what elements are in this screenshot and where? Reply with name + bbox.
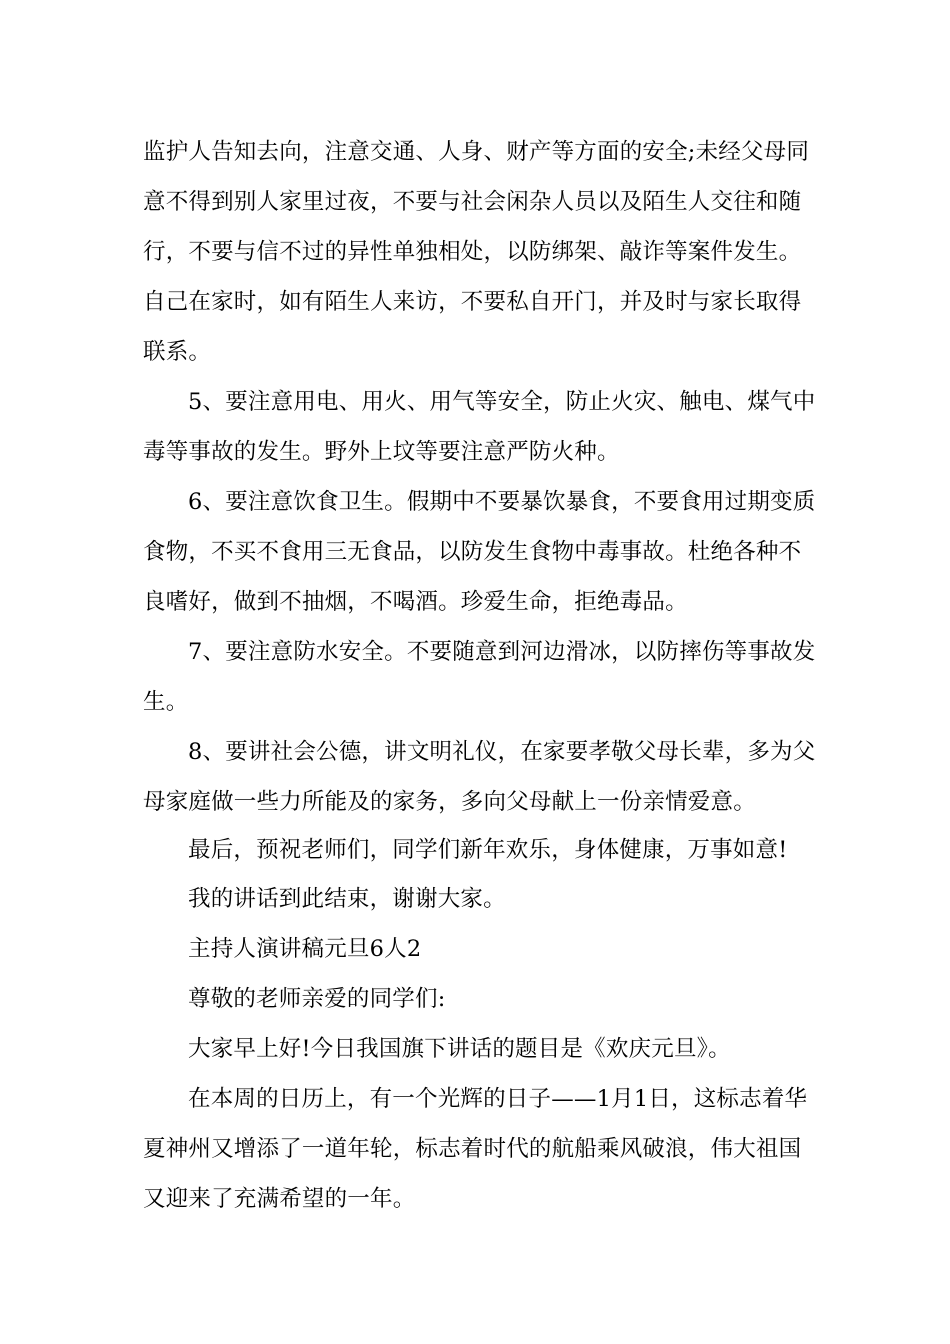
text-line: 良嗜好，做到不抽烟，不喝酒。珍爱生命，拒绝毒品。 <box>143 589 688 615</box>
text-line: 意不得到别人家里过夜，不要与社会闲杂人员以及陌生人交往和随 <box>143 189 802 215</box>
text-line: 母家庭做一些力所能及的家务，多向父母献上一份亲情爱意。 <box>143 789 756 815</box>
text-line: 自己在家时，如有陌生人来访，不要私自开门，并及时与家长取得 <box>143 289 802 315</box>
text-line: 食物，不买不食用三无食品，以防发生食物中毒事故。杜绝各种不 <box>143 539 802 565</box>
section-title: 主持人演讲稿元旦6人2 <box>188 936 422 962</box>
greeting: 大家早上好!今日我国旗下讲话的题目是《欢庆元旦》。 <box>188 1036 731 1062</box>
paragraph-start: 在本周的日历上，有一个光辉的日子——1月1日，这标志着华 <box>188 1086 808 1112</box>
text-line: 行，不要与信不过的异性单独相处，以防绑架、敲诈等案件发生。 <box>143 239 802 265</box>
text-line: 又迎来了充满希望的一年。 <box>143 1186 416 1212</box>
text-line: 毒等事故的发生。野外上坟等要注意严防火种。 <box>143 439 620 465</box>
closing-wishes: 最后，预祝老师们，同学们新年欢乐，身体健康，万事如意! <box>188 837 788 863</box>
text-line: 监护人告知去向，注意交通、人身、财产等方面的安全;未经父母同 <box>143 139 810 165</box>
closing-thanks: 我的讲话到此结束，谢谢大家。 <box>188 886 506 912</box>
text-line: 夏神州又增添了一道年轮，标志着时代的航船乘风破浪，伟大祖国 <box>143 1136 802 1162</box>
text-line: 联系。 <box>143 339 212 365</box>
list-item-7: 7、要注意防水安全。不要随意到河边滑冰，以防摔伤等事故发 <box>188 639 816 665</box>
salutation: 尊敬的老师亲爱的同学们: <box>188 986 446 1012</box>
list-item-6: 6、要注意饮食卫生。假期中不要暴饮暴食，不要食用过期变质 <box>188 489 816 515</box>
list-item-8: 8、要讲社会公德，讲文明礼仪，在家要孝敬父母长辈，多为父 <box>188 739 816 765</box>
list-item-5: 5、要注意用电、用火、用气等安全，防止火灾、触电、煤气中 <box>188 389 816 415</box>
text-line: 生。 <box>143 689 189 715</box>
